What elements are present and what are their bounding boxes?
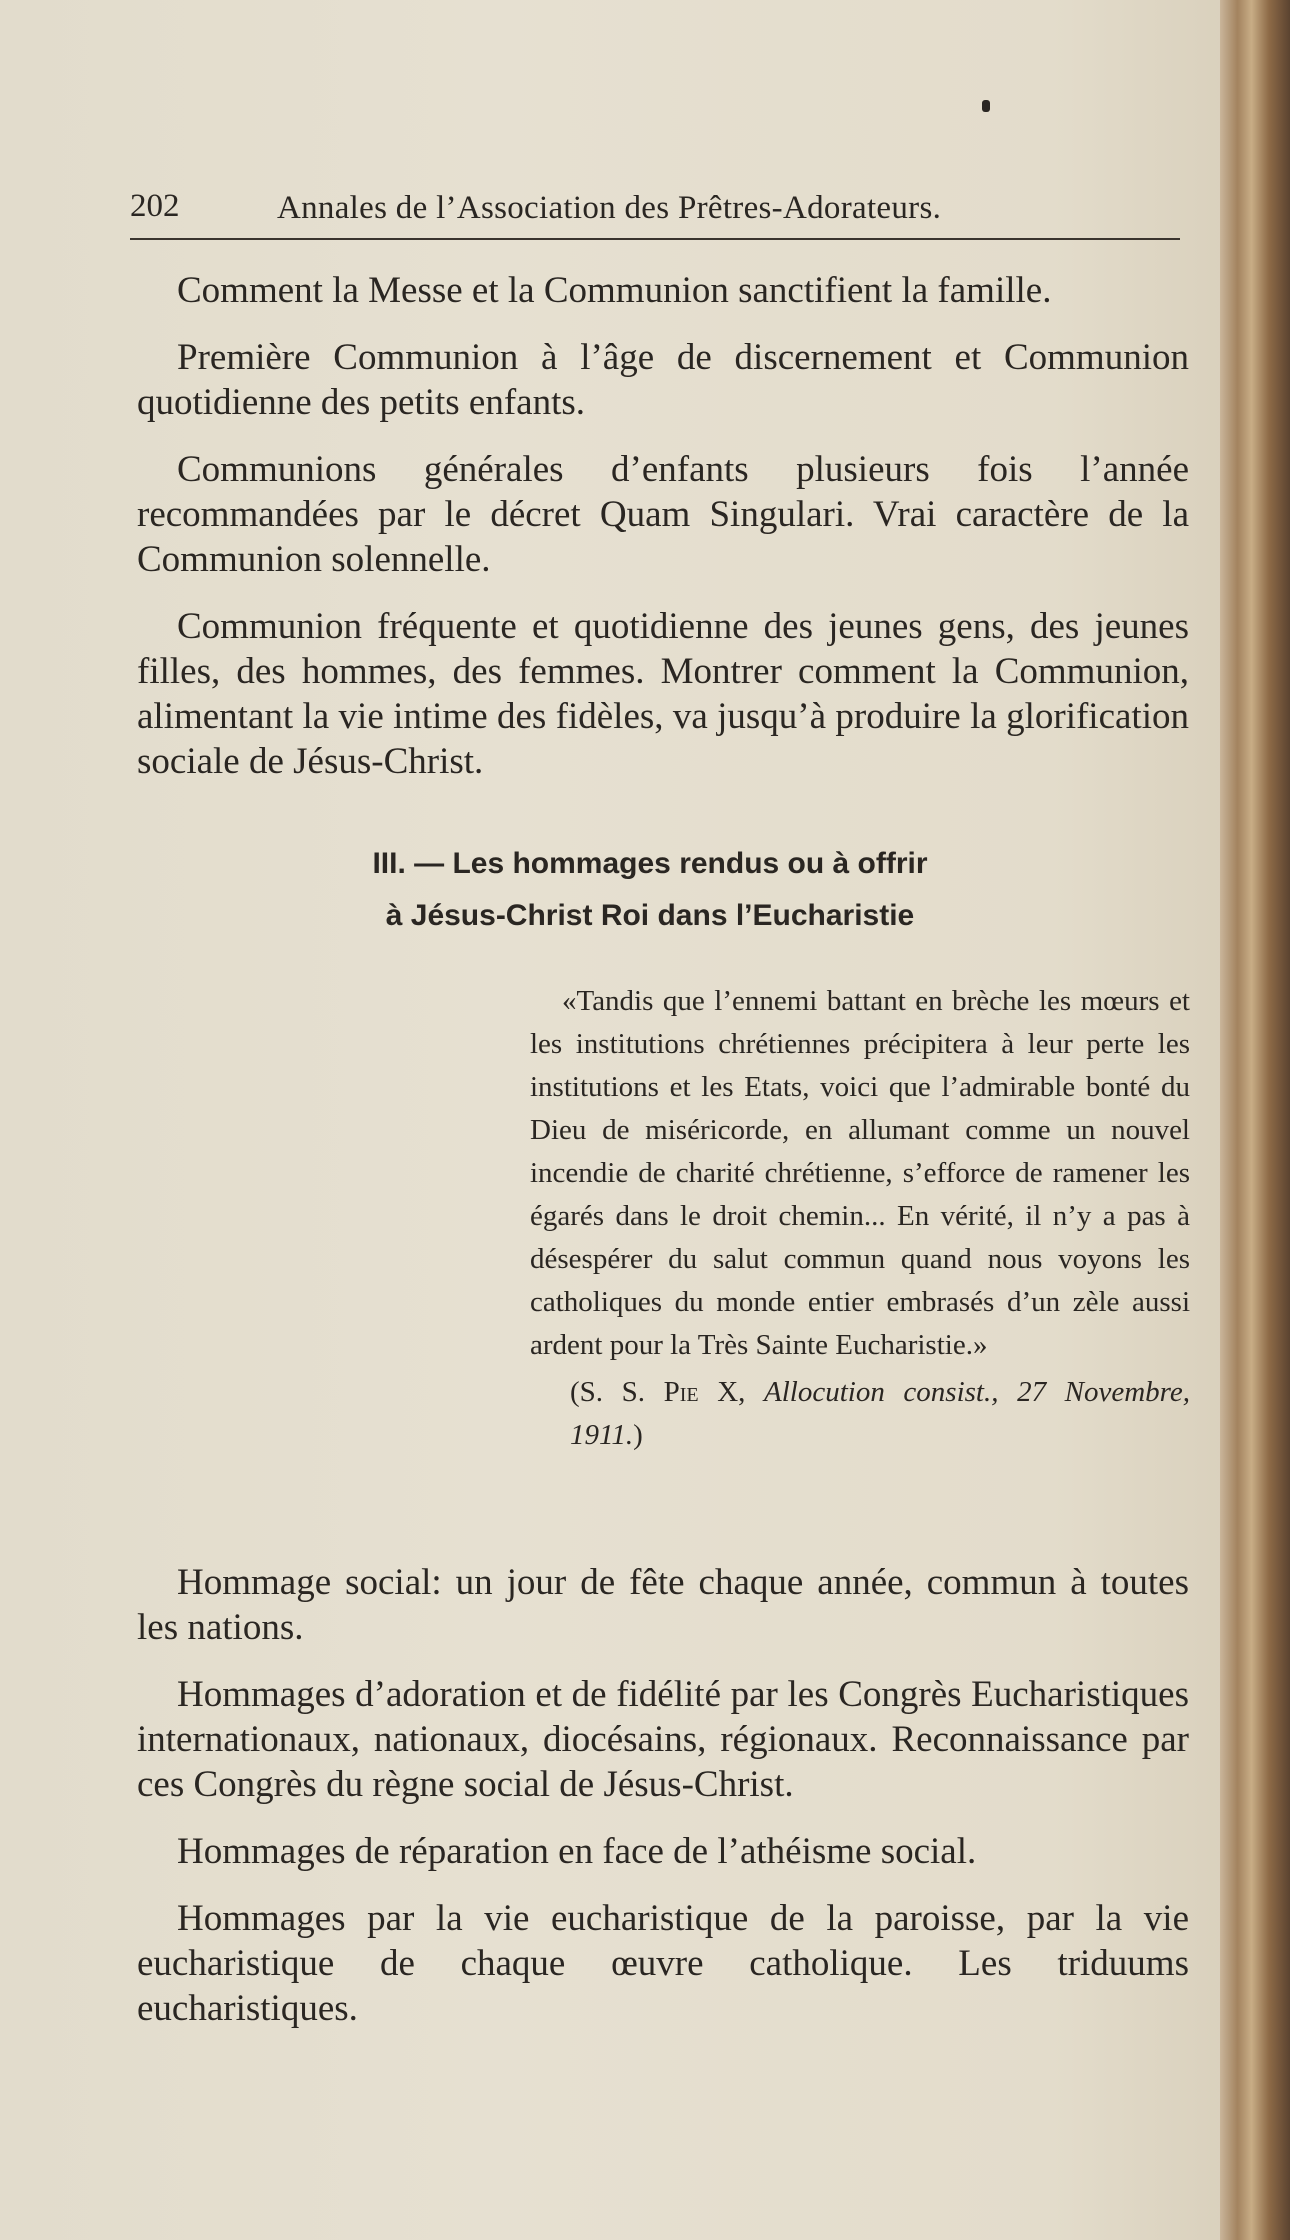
section-title-line: à Jésus-Christ Roi dans l’Eucharistie [385, 899, 915, 932]
body-text-bottom [137, 1560, 1189, 2053]
quote-citation [530, 1371, 1190, 1457]
paragraph: Première Communion à l’âge de discernement et Communion quotidienne des petits enfants. [137, 337, 1189, 423]
paragraph: Communions générales d’enfants plusieurs fois l’année recommandées par le décret Quam Singulari. Vrai caractère de la Communion solennelle. [137, 449, 1189, 580]
body-text-top [137, 268, 1189, 806]
citation-pope-number: X, [717, 1376, 746, 1408]
paragraph: Hommages par la vie eucharistique de la paroisse, par la vie eucharistique de chaque œuvre catholique. Les triduums eucharistiques. [137, 1898, 1189, 2029]
quote-text: «Tandis que l’ennemi battant en brèche les mœurs et les institutions chrétiennes précipitera à leur perte les institutions et les Etats, voici que l’admirable bonté du Dieu de miséricorde, en allumant comme un nouvel incendie de charité chrétienne, s’efforce de ramener les égarés dans le droit chemin... En vérité, il n’y a pas à désespérer du salut commun quand nous voyons les catholiques du monde entier embrasés d’un zèle aussi ardent pour la Très Sainte Eucharistie.» [530, 985, 1190, 1361]
citation-pope: Pie [663, 1376, 699, 1408]
paragraph: Comment la Messe et la Communion sanctifient la famille. [177, 270, 1052, 311]
section-title-line: III. — Les hommages rendus ou à offrir [372, 847, 928, 880]
ink-spot [982, 100, 990, 112]
paragraph: Hommages de réparation en face de l’athéisme social. [177, 1831, 977, 1872]
section-title [250, 838, 1050, 942]
paragraph: Hommage social: un jour de fête chaque année, commun à toutes les nations. [137, 1562, 1189, 1648]
citation-suffix: ) [633, 1419, 643, 1451]
page-number: 202 [130, 188, 180, 224]
epigraph-quote [530, 980, 1190, 1457]
page-header [130, 188, 1180, 240]
paragraph: Hommages d’adoration et de fidélité par les Congrès Eucharistiques internationaux, nationaux, diocésains, régionaux. Reconnaissance par ces Congrès du règne social de Jésus-Christ. [137, 1674, 1189, 1805]
citation-prefix: (S. S. [570, 1376, 646, 1408]
running-head: Annales de l’Association des Prêtres-Adorateurs. [277, 190, 942, 226]
paragraph: Communion fréquente et quotidienne des jeunes gens, des jeunes filles, des hommes, des femmes. Montrer comment la Communion, alimentant la vie intime des fidèles, va jusqu’à produire la glorification sociale de Jésus-Christ. [137, 606, 1189, 782]
book-page-edge [1220, 0, 1290, 2240]
citation-work: Allocution consist., 27 Novembre, 1911. [570, 1376, 1191, 1451]
